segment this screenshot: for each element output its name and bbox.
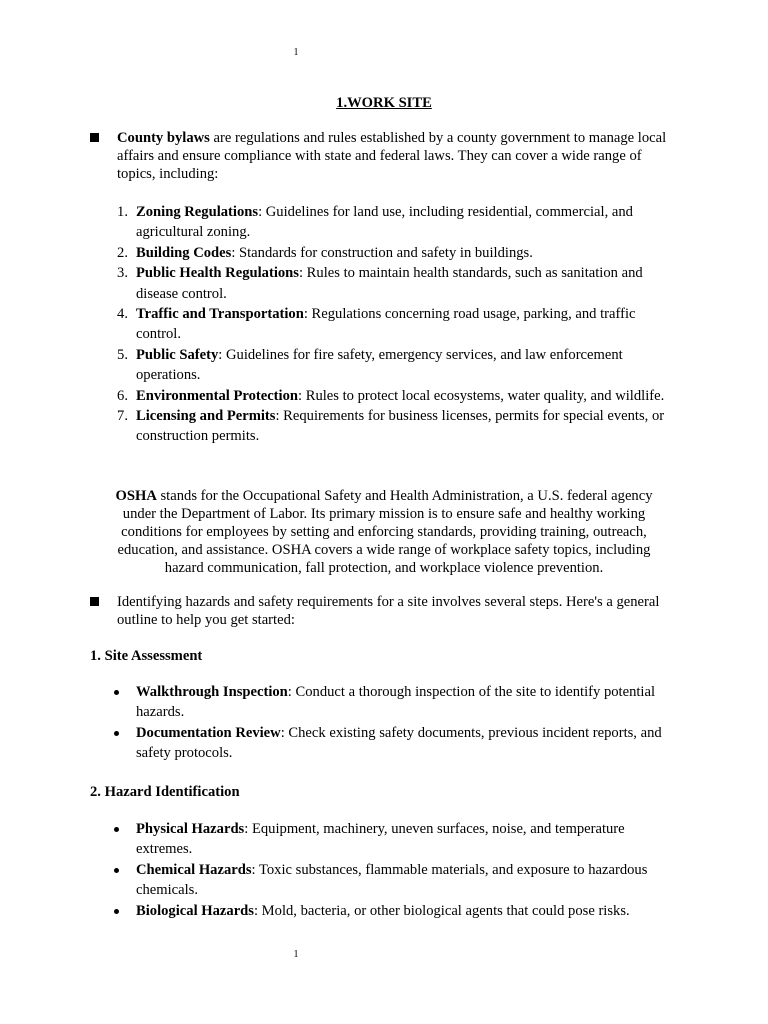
list-item-text: : Toxic substances, flammable materials, and exposure to hazardous chemicals. [136, 861, 648, 899]
county-bylaws-description: are regulations and rules established by a county government to manage local affairs and ensure compliance with state and federal laws. They can cover a wide range of topics, including: [117, 130, 667, 182]
list-item-term: Traffic and Transportation [136, 306, 304, 323]
list-item-term: Walkthrough Inspection [136, 684, 288, 700]
list-item [0, 901, 676, 921]
list-item-text: : Conduct a thorough inspection of the site to identify potential hazards. [136, 684, 656, 721]
list-number: 6. [117, 387, 128, 404]
page-number-top: 1 [293, 47, 299, 58]
list-item [0, 263, 676, 304]
list-item-term: Building Codes [136, 244, 232, 261]
list-item [0, 723, 676, 764]
list-item-text: : Check existing safety documents, previous incident reports, and safety protocols. [136, 724, 662, 762]
section-heading-site-assessment: 1. Site Assessment [90, 648, 203, 664]
list-item [0, 304, 676, 345]
list-item [0, 860, 676, 901]
list-item-text: : Guidelines for land use, including residential, commercial, and agricultural zoning. [136, 204, 633, 241]
list-item-text: : Rules to maintain health standards, such as sanitation and disease control. [136, 265, 643, 302]
osha-paragraph [98, 487, 670, 577]
list-number: 2. [117, 244, 128, 261]
county-bylaws-text [117, 129, 682, 183]
list-item-text: : Requirements for business licenses, permits for special events, or construction permits. [136, 408, 665, 445]
list-item-text: : Standards for construction and safety in buildings. [231, 244, 533, 261]
hazard-identification-list [0, 819, 768, 921]
list-item-term: Zoning Regulations [136, 204, 259, 220]
list-item-text: : Regulations concerning road usage, parking, and traffic control. [136, 306, 636, 343]
osha-term: OSHA [115, 488, 157, 504]
list-item [0, 243, 676, 263]
list-item-text: : Rules to protect local ecosystems, water quality, and wildlife. [298, 387, 665, 404]
bylaw-topics-list [0, 202, 768, 447]
list-number: 4. [117, 306, 128, 323]
list-item-text: : Equipment, machinery, uneven surfaces, noise, and temperature extremes. [136, 821, 625, 858]
county-bylaws-term: County bylaws [117, 130, 210, 146]
list-number: 1. [117, 204, 128, 220]
list-item-term: Environmental Protection [136, 387, 299, 404]
list-item-term: Licensing and Permits [136, 408, 276, 425]
bullet-dot-icon [114, 827, 119, 832]
bullet-dot-icon [114, 868, 119, 873]
list-item-term: Public Safety [136, 346, 219, 363]
list-item-term: Physical Hazards [136, 821, 245, 837]
list-number: 5. [117, 346, 128, 363]
square-bullet-icon [90, 133, 99, 142]
osha-description: stands for the Occupational Safety and Health Administration, a U.S. federal agency under the Department of Labor. Its primary mission is to ensure safe and healthy working conditions for employees by setting and enforcing standards, providing training, outreach, education, and assistance. OSHA covers a wide range of workplace safety topics, including hazard communication, fall protection, and workplace violence prevention. [117, 488, 653, 576]
list-item-term: Biological Hazards [136, 902, 254, 919]
list-item [0, 202, 676, 243]
list-number: 7. [117, 408, 128, 425]
page-number-bottom: 1 [293, 949, 299, 960]
page-title: 1.WORK SITE [336, 95, 432, 111]
list-item-text: : Guidelines for fire safety, emergency services, and law enforcement operations. [136, 346, 623, 384]
bullet-dot-icon [114, 690, 119, 695]
list-number: 3. [117, 265, 128, 282]
list-item [0, 819, 676, 860]
list-item [0, 682, 676, 723]
list-item-term: Documentation Review [136, 724, 281, 741]
list-item [0, 406, 676, 447]
list-item-term: Public Health Regulations [136, 265, 299, 282]
section-heading-hazard-identification: 2. Hazard Identification [90, 784, 240, 800]
list-item [0, 345, 676, 386]
square-bullet-icon [90, 597, 99, 606]
list-item [0, 386, 676, 406]
hazards-intro-text: Identifying hazards and safety requirements for a site involves several steps. Here's a general outline to help you get started: [117, 594, 660, 628]
bullet-dot-icon [114, 731, 119, 736]
list-item-term: Chemical Hazards [136, 861, 252, 878]
list-item-text: : Mold, bacteria, or other biological agents that could pose risks. [253, 902, 630, 919]
bullet-dot-icon [114, 909, 119, 914]
site-assessment-list [0, 682, 768, 764]
